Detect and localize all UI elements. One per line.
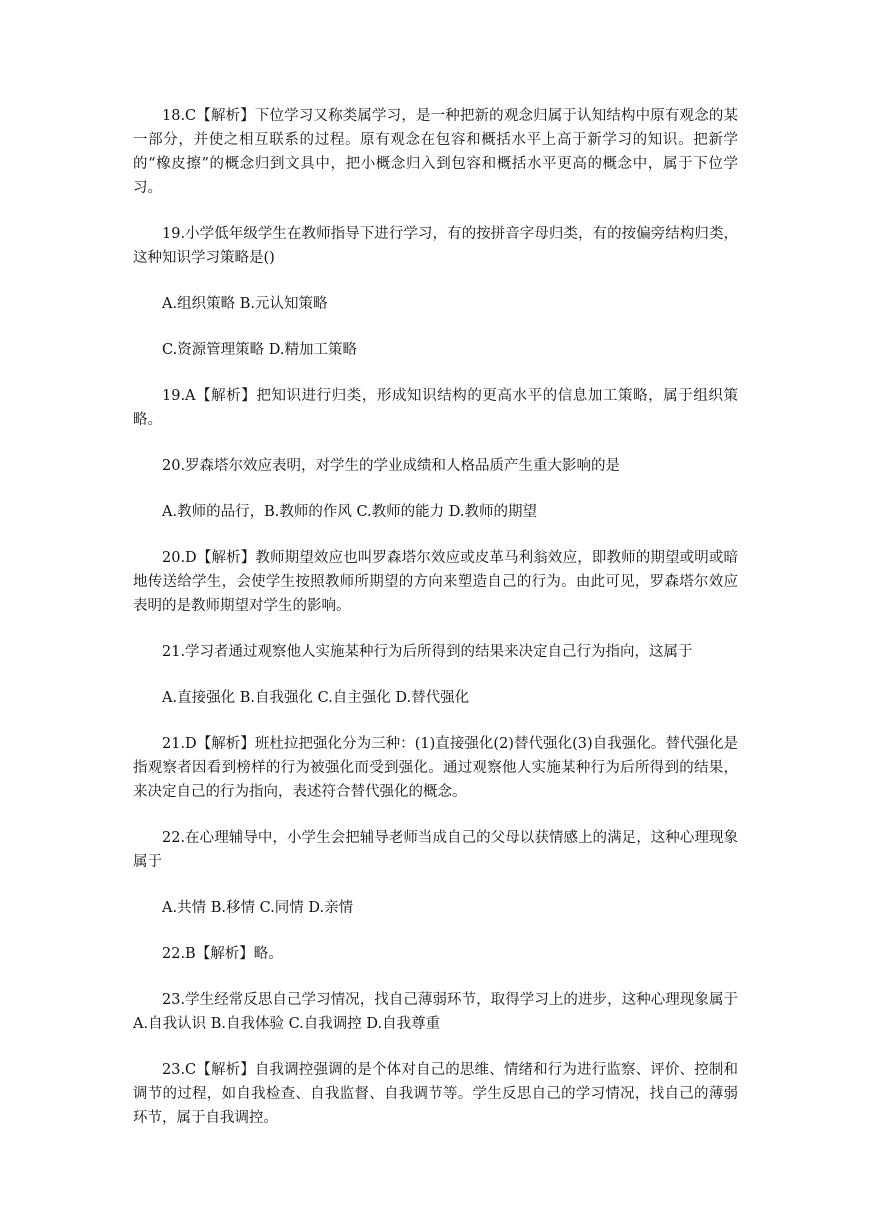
answer-22-explanation: 22.B【解析】略。: [162, 946, 283, 962]
document-body: [133, 104, 738, 1152]
answer-21-explanation: 21.D【解析】班杜拉把强化分为三种：(1)直接强化(2)替代强化(3)自我强化。替代强化是指观察者因看到榜样的行为被强化而受到强化。通过观察他人实施某种行为后所得到的结果，来决定自己的行为指向，表述符合替代强化的概念。: [133, 736, 738, 800]
question-19-options-cd: C.资源管理策略 D.精加工策略: [162, 342, 358, 358]
question-19-options-ab: A.组织策略 B.元认知策略: [162, 296, 328, 312]
answer-18-explanation: 18.C【解析】下位学习又称类属学习，是一种把新的观念归属于认知结构中原有观念的某一部分，并使之相互联系的过程。原有观念在包容和概括水平上高于新学习的知识。把新学的“橡皮擦”的概念归到文具中，把小概念归入到包容和概括水平更高的概念中，属于下位学习。: [133, 108, 738, 196]
question-21-options: A.直接强化 B.自我强化 C.自主强化 D.替代强化: [162, 690, 470, 706]
question-23: 23.学生经常反思自己学习情况，找自己薄弱环节，取得学习上的进步，这种心理现象属于 A.自我认识 B.自我体验 C.自我调控 D.自我尊重: [133, 992, 738, 1032]
answer-20-explanation: 20.D【解析】教师期望效应也叫罗森塔尔效应或皮革马利翁效应，即教师的期望或明或暗地传送给学生，会使学生按照教师所期望的方向来塑造自己的行为。由此可见，罗森塔尔效应表明的是教师期望对学生的影响。: [133, 550, 738, 614]
question-21: 21.学习者通过观察他人实施某种行为后所得到的结果来决定自己行为指向，这属于: [162, 644, 693, 660]
question-20: 20.罗森塔尔效应表明，对学生的学业成绩和人格品质产生重大影响的是: [162, 458, 621, 474]
answer-23-explanation: 23.C【解析】自我调控强调的是个体对自己的思维、情绪和行为进行监察、评价、控制和调节的过程，如自我检查、自我监督、自我调节等。学生反思自己的学习情况，找自己的薄弱环节，属于自我调控。: [133, 1062, 738, 1126]
question-22-options: A.共情 B.移情 C.同情 D.亲情: [162, 900, 354, 916]
question-22: 22.在心理辅导中，小学生会把辅导老师当成自己的父母以获情感上的满足，这种心理现象属于: [133, 830, 738, 870]
question-19: 19.小学低年级学生在教师指导下进行学习，有的按拼音字母归类，有的按偏旁结构归类，这种知识学习策略是(): [133, 226, 738, 266]
question-20-options: A.教师的品行，B.教师的作风 C.教师的能力 D.教师的期望: [162, 504, 537, 520]
answer-19-explanation: 19.A【解析】把知识进行归类，形成知识结构的更高水平的信息加工策略，属于组织策略。: [133, 388, 738, 428]
